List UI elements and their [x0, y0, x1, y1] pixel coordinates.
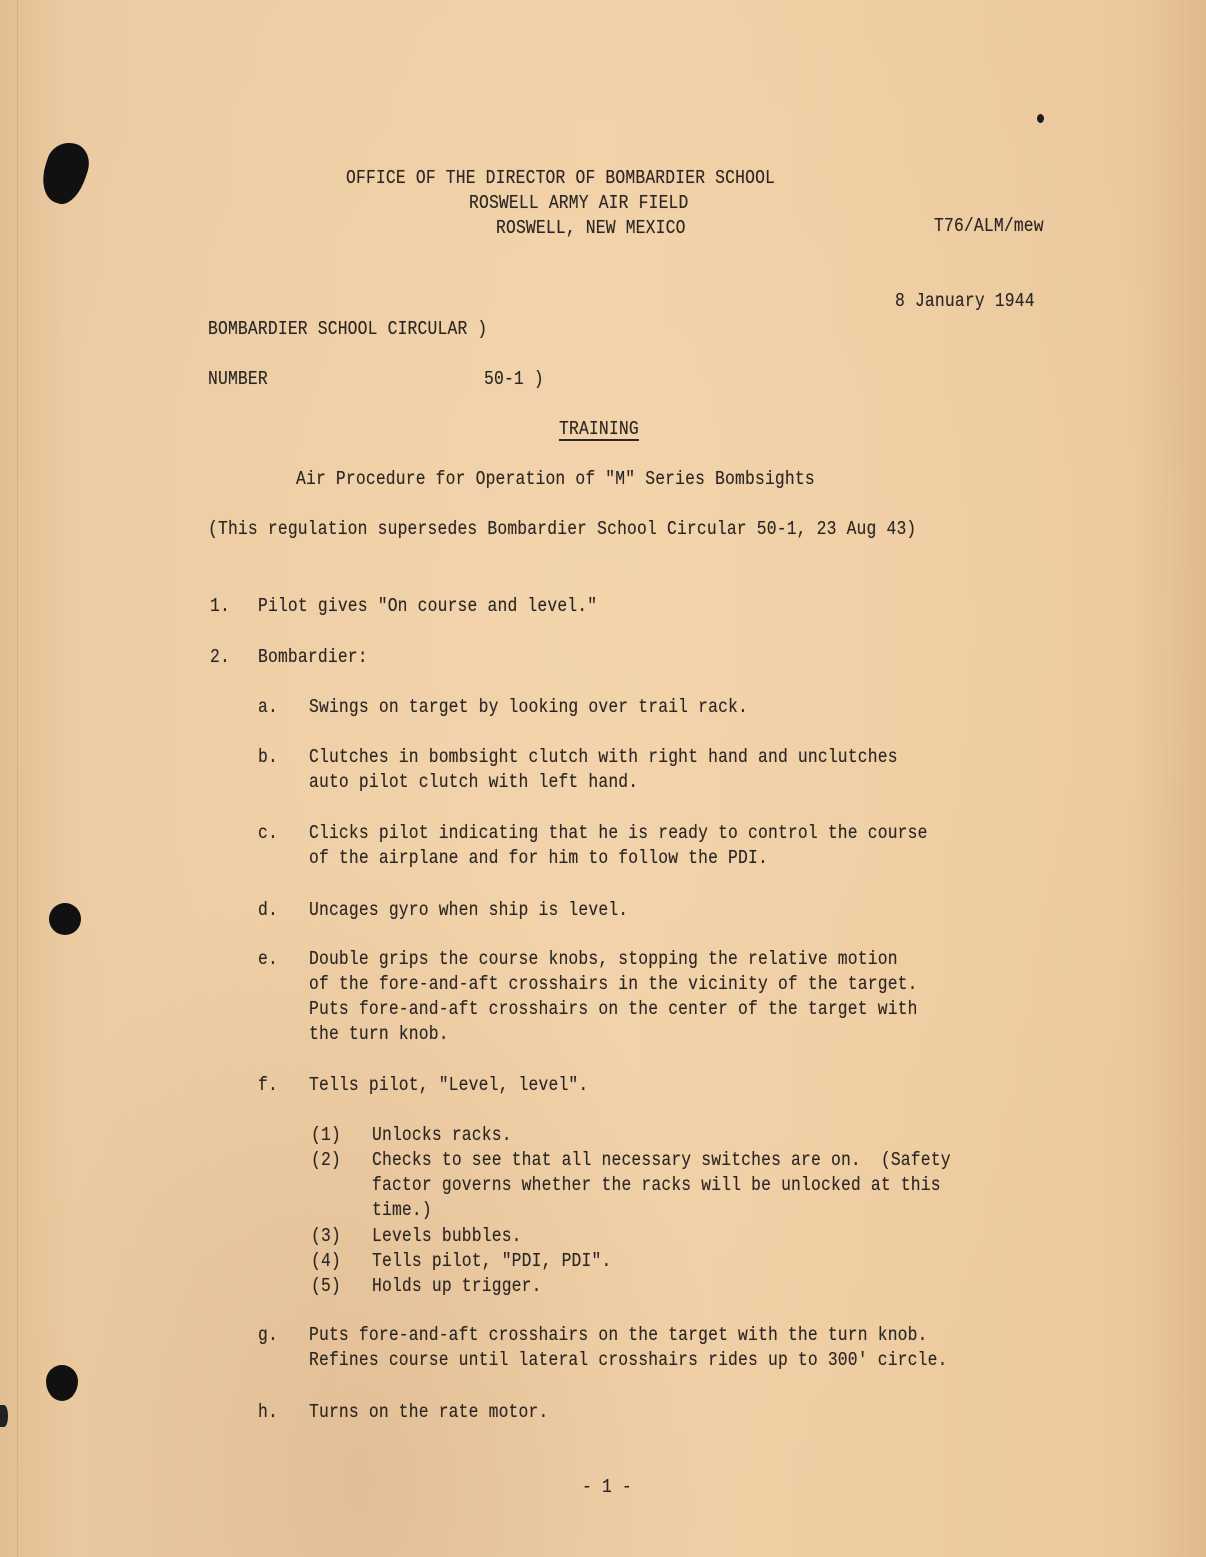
subitem-e-line3: Puts fore-and-aft crosshairs on the center of the target with [309, 998, 918, 1020]
document-date: 8 January 1944 [895, 290, 1035, 312]
subitem-f-letter: f. [258, 1074, 278, 1096]
office-title-line1: OFFICE OF THE DIRECTOR OF BOMBARDIER SCHOOL [346, 167, 776, 189]
subitem-g-line2: Refines course until lateral crosshairs rides up to 300' circle. [309, 1349, 948, 1371]
circular-number-value: 50-1 ) [484, 368, 544, 390]
subitem-b-line1: Clutches in bombsight clutch with right hand and unclutches [309, 746, 898, 768]
subitem-e-line2: of the fore-and-aft crosshairs in the vicinity of the target. [309, 973, 918, 995]
circular-label: BOMBARDIER SCHOOL CIRCULAR ) [208, 318, 488, 340]
subitem-b-letter: b. [258, 746, 278, 768]
f-step-4-number: (4) [311, 1250, 341, 1272]
subitem-g-letter: g. [258, 1324, 278, 1346]
f-step-5-text: Holds up trigger. [372, 1275, 542, 1297]
subitem-d-line1: Uncages gyro when ship is level. [309, 899, 629, 921]
page-number: - 1 - [582, 1476, 632, 1498]
subitem-c-line1: Clicks pilot indicating that he is ready to control the course [309, 822, 928, 844]
circular-number-label: NUMBER [208, 368, 268, 390]
office-title-line2: ROSWELL ARMY AIR FIELD [469, 192, 689, 214]
item-1-text: Pilot gives "On course and level." [258, 595, 598, 617]
subitem-e-line1: Double grips the course knobs, stopping the relative motion [309, 948, 898, 970]
office-title-line3: ROSWELL, NEW MEXICO [496, 217, 686, 239]
punch-hole-top [35, 137, 94, 209]
f-step-5-number: (5) [311, 1275, 341, 1297]
item-1-number: 1. [210, 595, 230, 617]
document-title: Air Procedure for Operation of "M" Series Bombsights [296, 468, 815, 490]
subitem-f-line1: Tells pilot, "Level, level". [309, 1074, 589, 1096]
f-step-3-text: Levels bubbles. [372, 1225, 522, 1247]
f-step-2-line3: time.) [372, 1199, 432, 1221]
f-step-2-number: (2) [311, 1149, 341, 1171]
item-2-number: 2. [210, 646, 230, 668]
subitem-h-line1: Turns on the rate motor. [309, 1401, 549, 1423]
subitem-d-letter: d. [258, 899, 278, 921]
f-step-4-text: Tells pilot, "PDI, PDI". [372, 1250, 612, 1272]
subitem-b-line2: auto pilot clutch with left hand. [309, 771, 639, 793]
subitem-a-line1: Swings on target by looking over trail rack. [309, 696, 749, 718]
f-step-1-text: Unlocks racks. [372, 1124, 512, 1146]
punch-hole-bottom [46, 1365, 78, 1401]
subject-heading: TRAINING [559, 418, 639, 440]
subitem-a-letter: a. [258, 696, 278, 718]
subitem-c-letter: c. [258, 822, 278, 844]
paper-margin-line [17, 0, 18, 1557]
subitem-c-line2: of the airplane and for him to follow the PDI. [309, 847, 768, 869]
edge-tear [0, 1405, 8, 1427]
f-step-3-number: (3) [311, 1225, 341, 1247]
reference-code: T76/ALM/mew [934, 215, 1044, 237]
subitem-g-line1: Puts fore-and-aft crosshairs on the target with the turn knob. [309, 1324, 928, 1346]
item-2-text: Bombardier: [258, 646, 368, 668]
ink-speck [1037, 114, 1044, 123]
subitem-e-letter: e. [258, 948, 278, 970]
f-step-1-number: (1) [311, 1124, 341, 1146]
subitem-e-line4: the turn knob. [309, 1023, 449, 1045]
punch-hole-middle [49, 903, 81, 935]
f-step-2-line2: factor governs whether the racks will be unlocked at this [372, 1174, 941, 1196]
f-step-2-line1: Checks to see that all necessary switches are on. (Safety [372, 1149, 951, 1171]
supersedes-note: (This regulation supersedes Bombardier School Circular 50-1, 23 Aug 43) [208, 518, 917, 540]
subitem-h-letter: h. [258, 1401, 278, 1423]
